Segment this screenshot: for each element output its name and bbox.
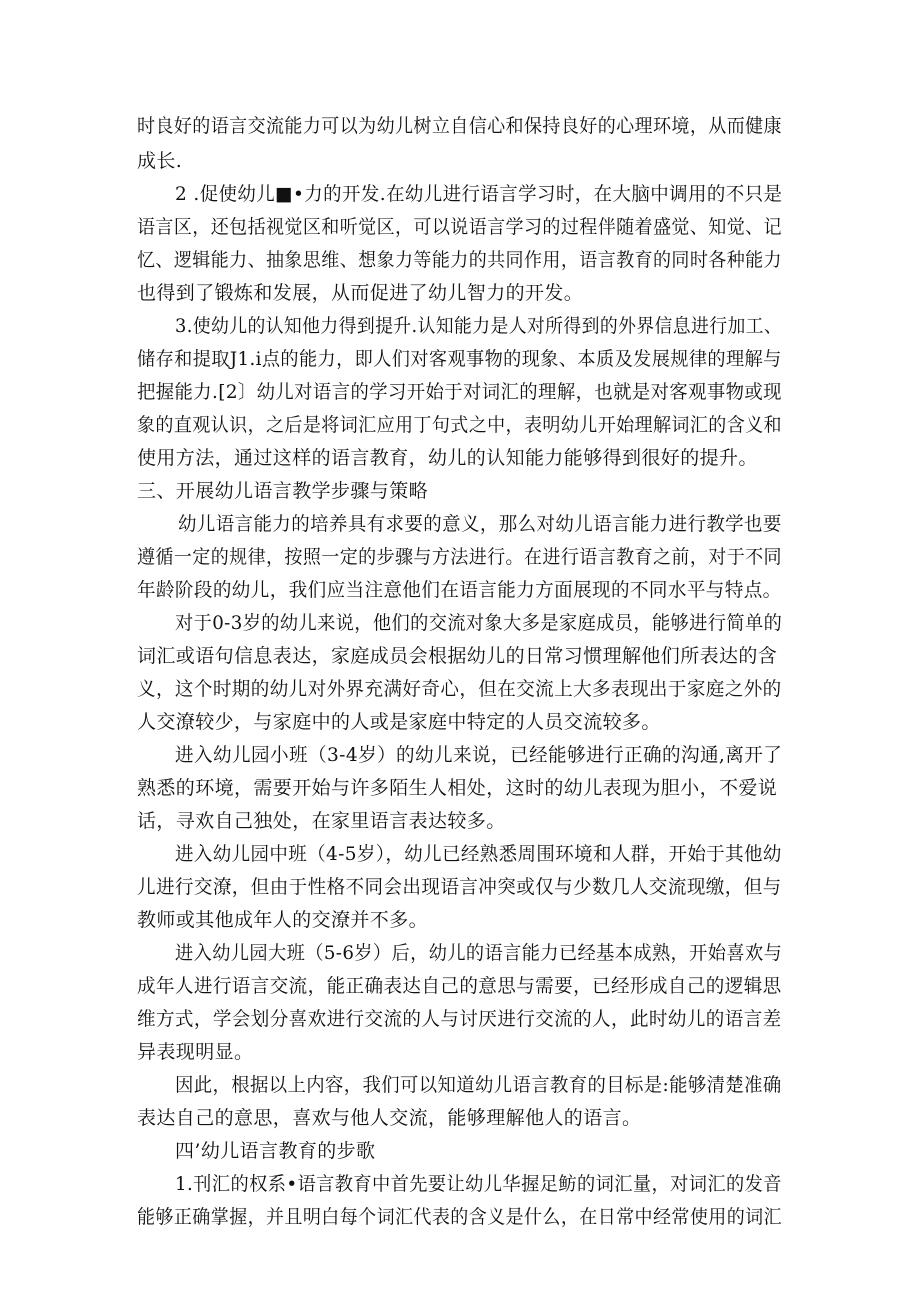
text-line: 进入幼儿园大班（5-6岁）后，幼儿的语言能力已经基本成熟，开始喜欢与	[175, 942, 783, 964]
section-heading: 四’幼儿语言教育的步歌	[175, 1140, 376, 1162]
text-line: 成年人进行语言交流，能正确表达自己的意思与需要，已经形成自己的逻辑思	[137, 975, 782, 997]
text-line: 幼儿语言能力的培养具有求要的意义，那么对幼儿语言能力进行教学也要	[178, 513, 782, 535]
text-line: 成长.	[137, 150, 183, 172]
text-line: 时良好的语言交流能力可以为幼儿树立自信心和保持良好的心理环境，从而健康	[137, 115, 782, 137]
text-line: 义，这个时期的幼儿对外界充满好奇心，但在交流上大多表现出于家庭之外的	[137, 678, 782, 700]
text-line: 象的直观认识，之后是将词汇应用丁句式之中，表明幼儿开始理解词汇的含义和	[137, 414, 782, 436]
text-line: 3.使幼儿的认知他力得到提升.认知能力是人对所得到的外界信息进行加工、	[175, 315, 783, 337]
text-line: 能够正确掌握，并且明白每个词汇代表的含义是什么，在日常中经常使用的词汇	[137, 1206, 782, 1228]
text-line: 教师或其他成年人的交潦并不多。	[137, 909, 429, 931]
text-line: 语言区，还包括视觉区和听觉区，可以说语言学习的过程伴随着盛觉、知觉、记	[137, 216, 782, 238]
text-line: 人交潦较少，与家庭中的人或是家庭中特定的人员交流较多。	[137, 711, 661, 733]
text-line: 忆、逻辑能力、抽象思维、想象力等能力的共同作用，语言教育的同时各种能力	[137, 249, 782, 271]
text-line: 把握能力.[2〕幼儿对语言的学习开始于对词汇的理解，也就是对客观事物或现	[137, 381, 782, 403]
text-line: 异表现明显。	[137, 1041, 254, 1063]
text-line: 进入幼儿园中班（4-5岁），幼儿已经熟悉周围环境和人群，开始于其他幼	[175, 843, 782, 865]
text-line: 儿进行交潦，但由于性格不同会出现语言冲突或仅与少数几人交流现缴，但与	[137, 876, 782, 898]
text-line: 因此，根据以上内容，我们可以知道幼儿语言教育的目标是:能够清楚准确	[175, 1074, 782, 1096]
text-line: 进入幼儿园小班（3-4岁）的幼儿来说，已经能够进行正确的沟通,离开了	[175, 744, 783, 766]
text-line: 年龄阶段的幼儿，我们应当注意他们在语言能力方面展现的不同水平与特点。	[137, 579, 782, 601]
text-line: 熟悉的环境，需要开始与许多陌生人相处，这时的幼儿表现为胆小，不爱说	[137, 777, 778, 799]
text-line: 话，寻欢自己独处，在家里语言表达较多。	[137, 810, 506, 832]
text-line: 也得到了锻炼和发展，从而促进了幼儿智力的开发。	[137, 282, 584, 304]
section-heading: 三、开展幼儿语言教学步骤与策略	[137, 480, 429, 502]
text-line: 储存和提取J1.i点的能力，即人们对客观事物的现象、本质及发展规律的理解与	[137, 348, 782, 370]
text-line: 2 .促使幼儿■•力的开发.在幼儿进行语言学习时，在大脑中调用的不只是	[175, 183, 783, 205]
text-line: 1.刊汇的权系•语言教育中首先要让幼儿华握足鲂的词汇量，对词汇的发音	[175, 1173, 782, 1195]
text-line: 对于0-3岁的幼儿来说，他们的交流对象大多是家庭成员，能够进行简单的	[175, 612, 783, 634]
text-line: 维方式，学会划分喜欢进行交流的人与讨厌进行交流的人，此时幼儿的语言差	[137, 1008, 782, 1030]
text-line: 词汇或语句信息表达，家庭成员会根据幼儿的日常习惯理解他们所表达的含	[137, 645, 778, 667]
text-line: 使用方法，通过这样的语言教育，幼儿的认知能力能够得到很好的提升。	[137, 447, 758, 469]
text-line: 表达自己的意思，喜欢与他人交流，能够理解他人的语言。	[137, 1107, 642, 1129]
text-line: 遵循一定的规律，按照一定的步骤与方法进行。在进行语言教育之前，对于不同	[137, 546, 782, 568]
